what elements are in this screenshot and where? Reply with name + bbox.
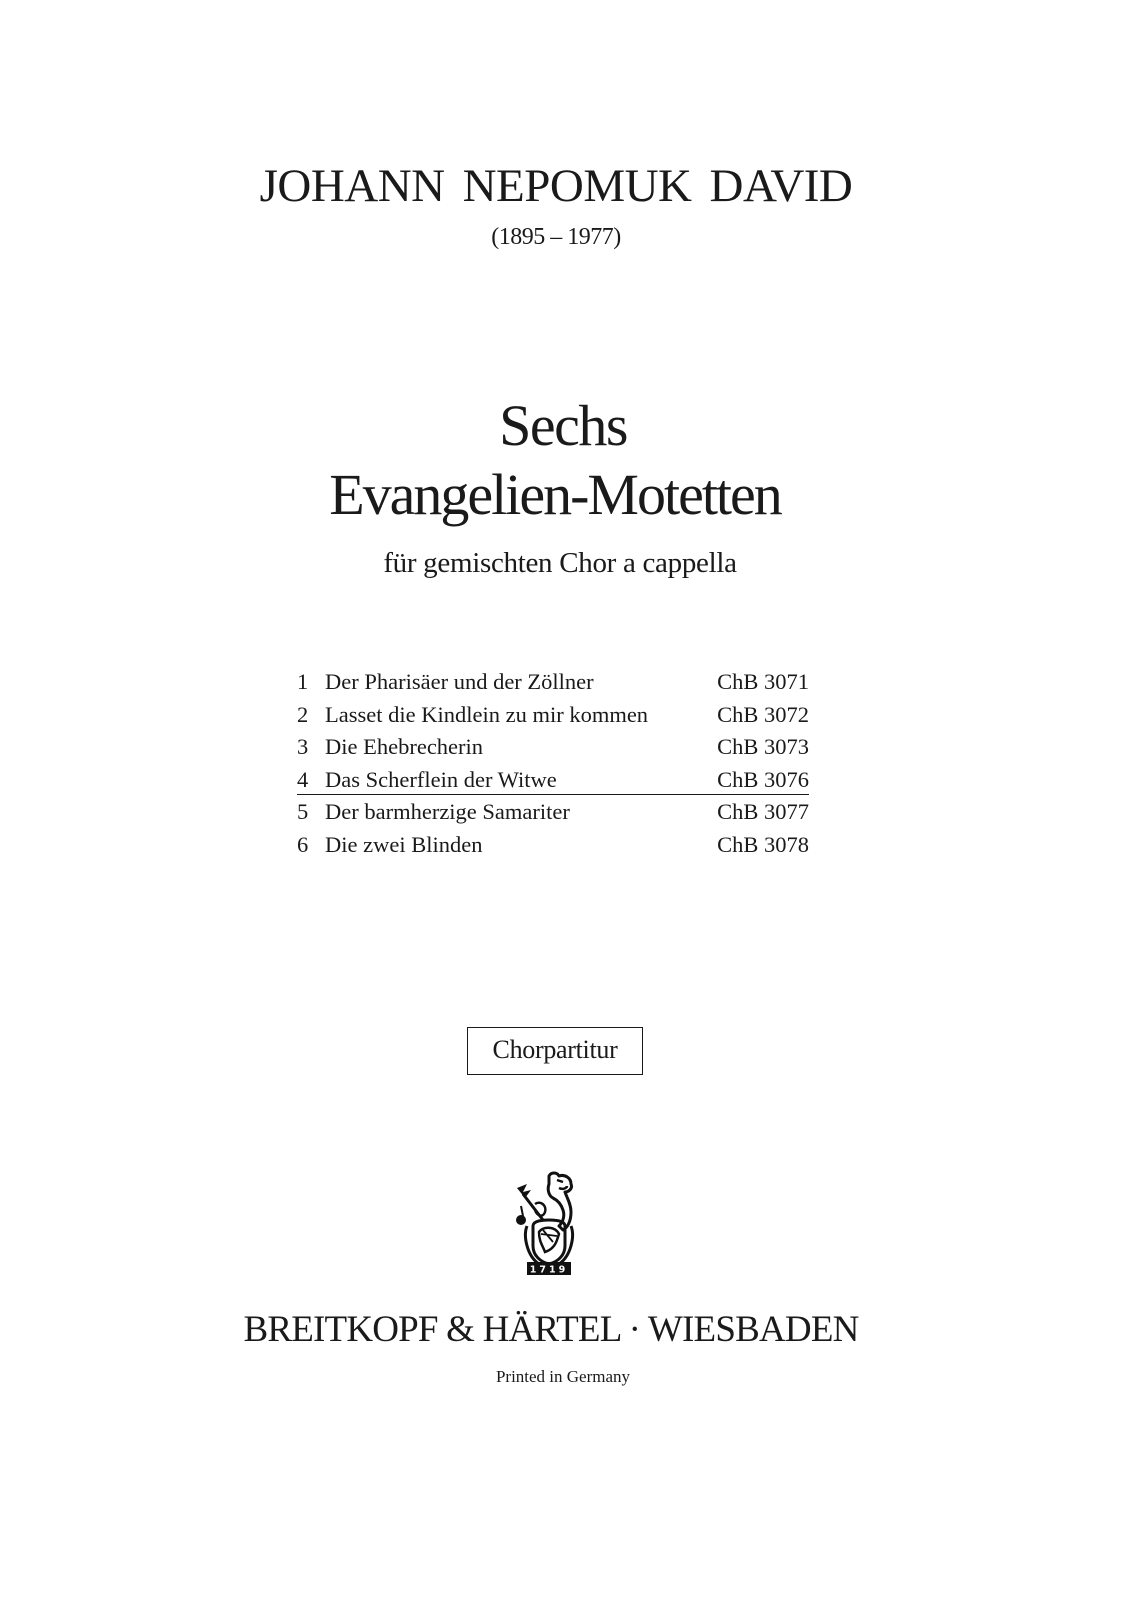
work-item-2 (297, 699, 809, 732)
work-item-1 (297, 666, 809, 699)
work-item-6 (297, 829, 809, 862)
work-catalog-code: ChB 3077 (717, 799, 809, 825)
work-number: 1 (297, 669, 309, 694)
work-item-4-highlighted (297, 764, 809, 797)
composer-middle-name: NEPOMUK (462, 160, 692, 212)
work-number: 3 (297, 734, 309, 760)
work-item-3 (297, 731, 809, 764)
work-number: 2 (297, 701, 309, 727)
composer-lifespan: (1895 – 1977) (491, 224, 621, 250)
title-line-1: Sechs (499, 393, 627, 458)
work-catalog-code: ChB 3071 (717, 669, 809, 694)
printed-in-note: Printed in Germany (495, 1367, 631, 1386)
work-title: Lasset die Kindlein zu mir kommen (325, 701, 649, 727)
work-catalog-code: ChB 3076 (717, 766, 809, 792)
work-catalog-code: ChB 3072 (717, 701, 809, 727)
composer-last-name: DAVID (709, 160, 853, 212)
work-number: 5 (297, 799, 309, 825)
edition-type-label: Chorpartitur (492, 1035, 618, 1064)
edition-type-box (467, 1027, 643, 1075)
work-number: 6 (297, 831, 309, 857)
publisher-name: BREITKOPF & HÄRTEL · WIESBADEN (243, 1309, 859, 1350)
work-title: Der Pharisäer und der Zöllner (325, 669, 594, 694)
composer-name (206, 158, 906, 214)
works-list (297, 666, 809, 862)
work-title: Die Ehebrecherin (325, 734, 484, 760)
work-item-5 (297, 796, 809, 829)
title-line-2: Evangelien-Motetten (329, 462, 781, 527)
publisher-emblem-icon (513, 1170, 585, 1276)
work-number: 4 (297, 766, 309, 792)
work-title: Das Scherflein der Witwe (325, 766, 557, 792)
composer-first-name: JOHANN (259, 160, 445, 212)
subtitle: für gemischten Chor a cappella (383, 547, 737, 579)
work-catalog-code: ChB 3073 (717, 734, 809, 760)
work-title: Der barmherzige Samariter (325, 799, 570, 825)
work-catalog-code: ChB 3078 (717, 831, 809, 857)
work-title: Die zwei Blinden (325, 831, 483, 857)
emblem-year: 1719 (529, 1264, 569, 1276)
